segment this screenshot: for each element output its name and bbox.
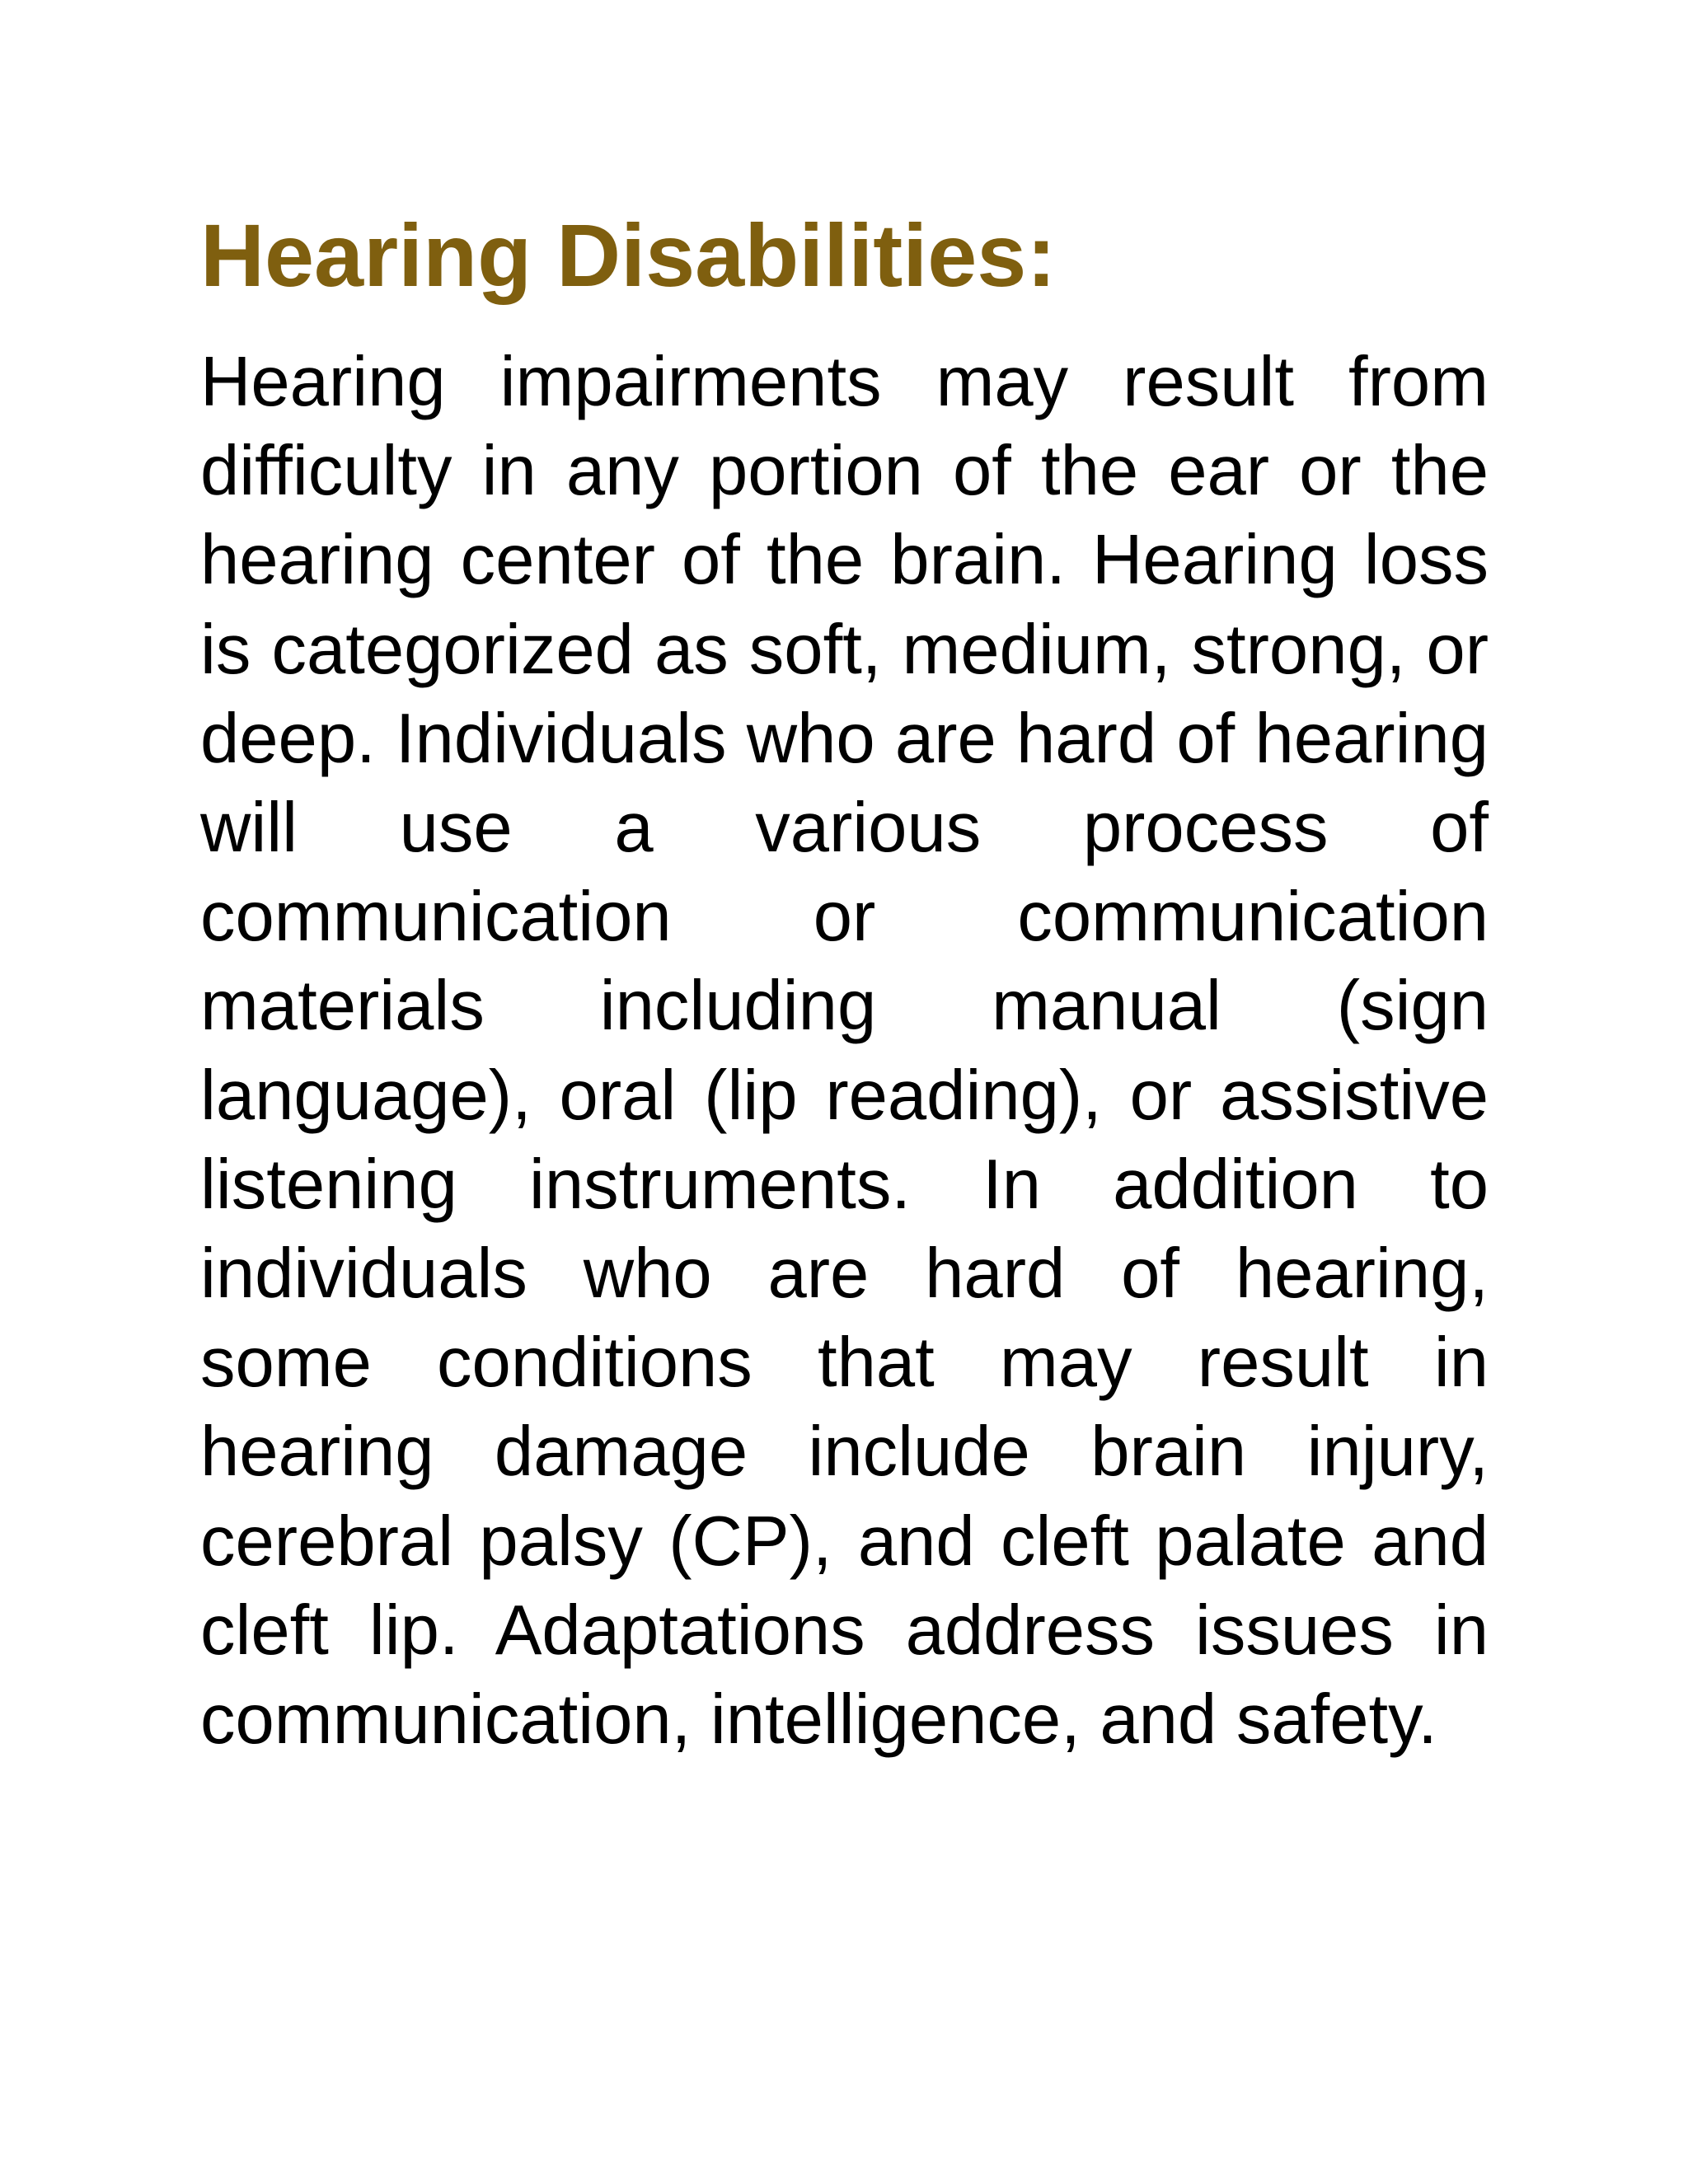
document-content (200, 198, 1489, 1765)
body-paragraph: Hearing impairments may result from difficulty in any portion of the ear or the hearing center of the brain. Hearing loss is categorized as soft, medium, strong, or deep. Individuals who are hard of hearing will use a various process of communication or communication materials including manual (sign language), oral (lip reading), or assistive listening instruments. In addition to individuals who are hard of hearing, some conditions that may result in hearing damage include brain injury, cerebral palsy (CP), and cleft palate and cleft lip. Adaptations address issues in communication, intelligence, and safety. (200, 343, 1489, 1760)
page-title: Hearing Disabilities: (200, 205, 1057, 305)
